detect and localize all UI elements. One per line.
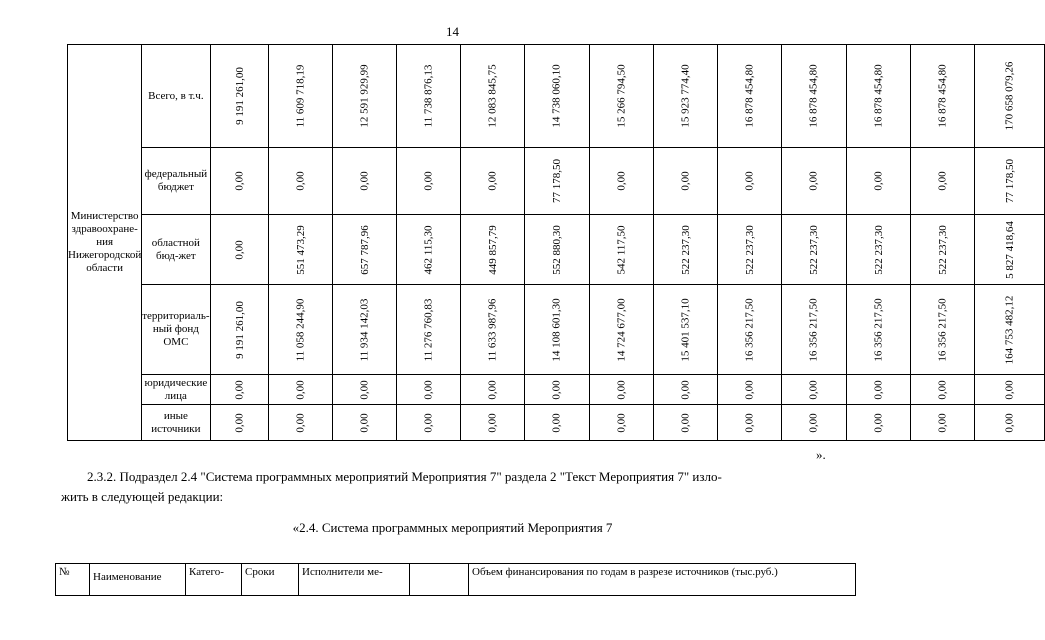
funding-source-cell: территориаль-ный фонд ОМС [142, 285, 210, 375]
section-heading: «2.4. Система программных мероприятий Мероприятия 7 [292, 520, 613, 535]
value-cell [525, 215, 589, 285]
closing-quote: ». [816, 447, 826, 462]
value-cell [975, 405, 1045, 441]
value-cell [653, 405, 717, 441]
value-text: 0,00 [358, 171, 371, 191]
value-cell [333, 148, 397, 215]
value-text: 0,00 [808, 379, 821, 400]
value-text: 164 753 482,12 [1003, 295, 1016, 364]
value-cell [269, 375, 333, 405]
table-row [68, 45, 1045, 148]
value-cell [333, 405, 397, 441]
value-cell [525, 375, 589, 405]
value-text: 14 738 060,10 [551, 64, 564, 128]
value-cell [589, 375, 653, 405]
value-text: 16 878 454,80 [936, 64, 949, 128]
paragraph-line-2: жить в следующей редакции: [61, 489, 224, 504]
value-cell [461, 285, 525, 375]
value-text: 0,00 [936, 412, 949, 433]
value-text: 0,00 [486, 379, 499, 400]
value-cell [397, 285, 461, 375]
value-text: 0,00 [872, 412, 885, 433]
value-text: 0,00 [233, 379, 246, 400]
funding-source-cell: областной бюд-жет [142, 215, 210, 285]
value-text: 14 108 601,30 [551, 297, 564, 362]
header-cell: Объем финансирования по годам в разрезе источников (тыс.руб.) [469, 564, 856, 596]
value-cell [653, 215, 717, 285]
value-text: 16 356 217,50 [743, 297, 756, 362]
value-cell [269, 148, 333, 215]
value-cell [782, 285, 846, 375]
value-text: 522 237,30 [679, 224, 692, 275]
value-text: 0,00 [294, 171, 307, 191]
value-cell [782, 215, 846, 285]
value-text: 0,00 [743, 412, 756, 433]
value-cell [846, 285, 910, 375]
value-text: 0,00 [294, 412, 307, 433]
funding-source-cell: Всего, в т.ч. [142, 45, 210, 148]
value-cell [397, 405, 461, 441]
value-cell [718, 285, 782, 375]
value-cell [975, 375, 1045, 405]
value-cell [269, 45, 333, 148]
value-cell [333, 285, 397, 375]
value-cell [846, 375, 910, 405]
value-text: 0,00 [808, 171, 821, 191]
value-cell [910, 405, 974, 441]
value-text: 11 738 876,13 [422, 64, 435, 128]
value-cell [653, 285, 717, 375]
value-text: 0,00 [936, 171, 949, 191]
value-text: 0,00 [615, 379, 628, 400]
value-text: 15 401 537,10 [679, 297, 692, 362]
value-cell [782, 405, 846, 441]
value-text: 0,00 [233, 412, 246, 433]
header-cell: Катего- [186, 564, 242, 596]
value-cell [210, 148, 269, 215]
value-cell [269, 405, 333, 441]
value-text: 0,00 [936, 379, 949, 400]
value-cell [910, 375, 974, 405]
value-cell [975, 45, 1045, 148]
value-text: 11 609 718,19 [294, 64, 307, 128]
header-cell: Исполнители ме- [299, 564, 410, 596]
table-row [68, 285, 1045, 375]
value-text: 522 237,30 [808, 224, 821, 275]
value-text: 0,00 [233, 239, 246, 260]
value-text: 0,00 [808, 412, 821, 433]
value-text: 0,00 [872, 379, 885, 400]
value-text: 77 178,50 [1003, 159, 1016, 203]
value-text: 0,00 [358, 412, 371, 433]
value-cell [210, 375, 269, 405]
value-cell [333, 45, 397, 148]
value-cell [718, 148, 782, 215]
value-cell [589, 285, 653, 375]
value-cell [589, 148, 653, 215]
value-text: 12 591 929,99 [358, 64, 371, 128]
value-cell [975, 148, 1045, 215]
value-cell [782, 375, 846, 405]
value-text: 0,00 [615, 171, 628, 191]
value-cell [333, 375, 397, 405]
value-text: 449 857,79 [486, 224, 499, 275]
value-text: 9 191 261,00 [233, 67, 246, 125]
value-text: 0,00 [615, 412, 628, 433]
value-text: 0,00 [233, 171, 246, 191]
value-text: 0,00 [872, 171, 885, 191]
value-text: 15 923 774,40 [679, 64, 692, 128]
value-text: 16 356 217,50 [808, 297, 821, 362]
header-cell: Наименование [90, 564, 186, 596]
header-cell [410, 564, 469, 596]
value-text: 16 878 454,80 [808, 64, 821, 128]
funding-source-cell: федеральный бюджет [142, 148, 210, 215]
value-cell [718, 375, 782, 405]
value-cell [910, 285, 974, 375]
value-cell [589, 405, 653, 441]
value-cell [461, 405, 525, 441]
value-cell [653, 375, 717, 405]
value-text: 0,00 [422, 379, 435, 400]
value-cell [910, 45, 974, 148]
value-cell [333, 215, 397, 285]
value-text: 0,00 [551, 379, 564, 400]
value-text: 552 880,30 [551, 224, 564, 275]
value-text: 11 276 760,83 [422, 298, 435, 361]
paragraph-line-1: 2.3.2. Подраздел 2.4 "Система программных мероприятий Мероприятия 7" раздела 2 "Текст Мероприятия 7" изло- [87, 469, 722, 484]
value-cell [589, 215, 653, 285]
value-text: 16 878 454,80 [743, 64, 756, 128]
financing-table [67, 44, 1045, 441]
value-text: 0,00 [679, 412, 692, 433]
value-text: 11 934 142,03 [358, 298, 371, 361]
value-text: 657 787,96 [358, 224, 371, 275]
value-text: 14 724 677,00 [615, 297, 628, 362]
value-cell [397, 45, 461, 148]
value-cell [653, 45, 717, 148]
value-text: 0,00 [294, 379, 307, 400]
value-cell [269, 215, 333, 285]
value-cell [718, 215, 782, 285]
value-text: 462 115,30 [422, 224, 435, 275]
header-cell: № [56, 564, 90, 596]
page-number: 14 [446, 24, 459, 39]
value-cell [210, 285, 269, 375]
value-cell [461, 148, 525, 215]
table-row [68, 148, 1045, 215]
value-text: 0,00 [679, 171, 692, 191]
value-cell [910, 215, 974, 285]
value-cell [210, 215, 269, 285]
value-text: 9 191 261,00 [233, 300, 246, 359]
value-cell [525, 285, 589, 375]
value-cell [910, 148, 974, 215]
funding-source-cell: иные источники [142, 405, 210, 441]
value-cell [653, 148, 717, 215]
value-text: 0,00 [551, 412, 564, 433]
value-text: 15 266 794,50 [615, 64, 628, 128]
value-cell [846, 215, 910, 285]
value-text: 77 178,50 [551, 159, 564, 203]
value-cell [525, 45, 589, 148]
value-text: 11 633 987,96 [486, 298, 499, 361]
value-cell [782, 45, 846, 148]
value-text: 0,00 [743, 171, 756, 191]
value-text: 0,00 [1003, 379, 1016, 400]
value-cell [525, 405, 589, 441]
value-text: 542 117,50 [615, 224, 628, 275]
value-cell [975, 215, 1045, 285]
value-text: 0,00 [486, 171, 499, 191]
value-text: 16 878 454,80 [872, 64, 885, 128]
value-cell [397, 148, 461, 215]
value-text: 522 237,30 [743, 224, 756, 275]
value-text: 0,00 [743, 379, 756, 400]
value-text: 0,00 [486, 412, 499, 433]
value-text: 0,00 [1003, 412, 1016, 433]
value-text: 522 237,30 [872, 224, 885, 275]
table-row [68, 375, 1045, 405]
value-text: 551 473,29 [294, 224, 307, 275]
value-cell [846, 405, 910, 441]
value-text: 0,00 [679, 379, 692, 400]
value-cell [210, 405, 269, 441]
value-cell [397, 215, 461, 285]
header-cell: Сроки [242, 564, 299, 596]
value-text: 5 827 418,64 [1003, 220, 1016, 279]
value-cell [461, 45, 525, 148]
amendment-paragraph [61, 467, 861, 507]
value-text: 11 058 244,90 [294, 298, 307, 361]
value-cell [846, 45, 910, 148]
funding-source-cell: юридические лица [142, 375, 210, 405]
value-text: 12 083 845,75 [486, 64, 499, 128]
table-row [68, 215, 1045, 285]
value-cell [269, 285, 333, 375]
value-cell [589, 45, 653, 148]
value-cell [461, 375, 525, 405]
value-text: 0,00 [422, 412, 435, 433]
value-cell [397, 375, 461, 405]
value-cell [718, 45, 782, 148]
value-cell [461, 215, 525, 285]
value-text: 0,00 [358, 379, 371, 400]
value-cell [846, 148, 910, 215]
value-text: 16 356 217,50 [936, 297, 949, 362]
value-cell [975, 285, 1045, 375]
table-row [68, 405, 1045, 441]
value-text: 522 237,30 [936, 224, 949, 275]
value-text: 0,00 [422, 171, 435, 191]
value-cell [525, 148, 589, 215]
measures-header-table [55, 563, 856, 596]
organization-cell: Министерство здравоохране-ния Нижегородской области [68, 45, 142, 441]
value-cell [210, 45, 269, 148]
value-cell [718, 405, 782, 441]
value-text: 16 356 217,50 [872, 297, 885, 362]
value-cell [782, 148, 846, 215]
value-text: 170 658 079,26 [1003, 61, 1016, 131]
